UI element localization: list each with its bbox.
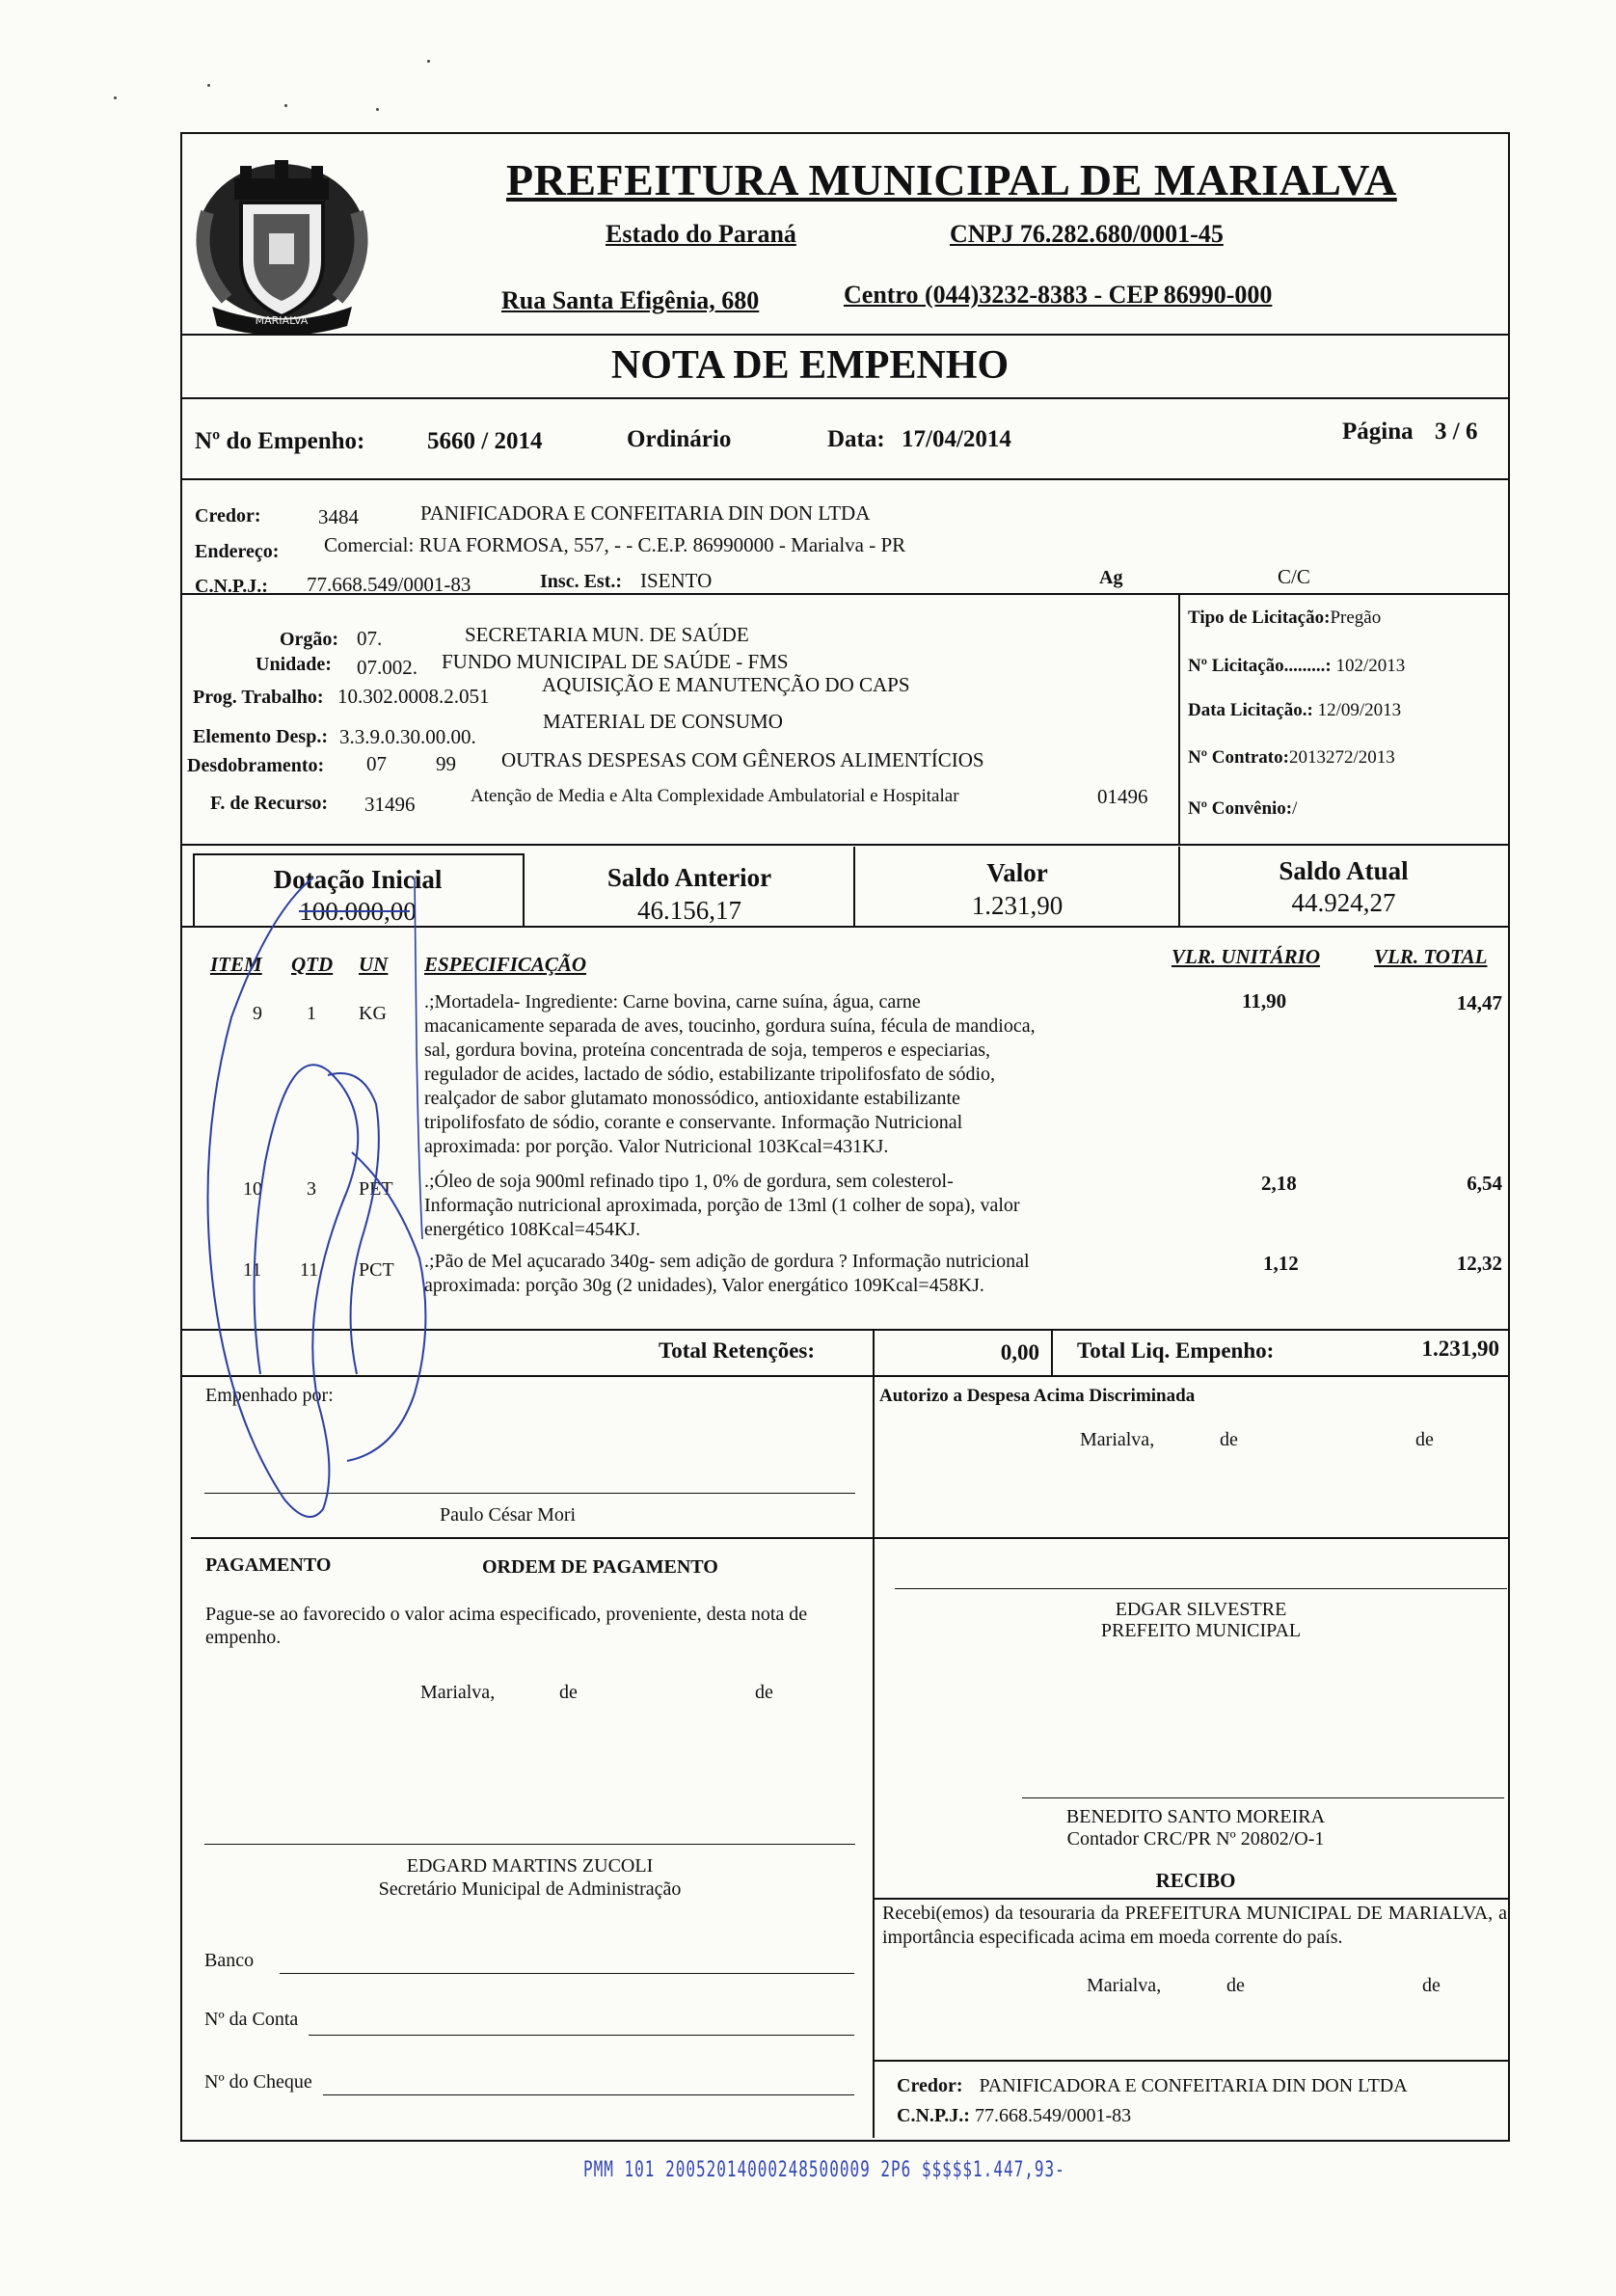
saldo-atual-value: 44.924,27: [1291, 888, 1396, 917]
items-header-qtd: QTD: [291, 953, 334, 976]
orgao-code: 07.: [357, 627, 383, 650]
item-unit-price: 11,90: [1242, 989, 1287, 1013]
divider: [873, 1329, 875, 1375]
secretario-role: Secretário Municipal de Administração: [378, 1878, 682, 1900]
item-unit: KG: [359, 1003, 387, 1024]
item-unit-price: 2,18: [1261, 1172, 1297, 1195]
items-header-vlr-unit: VLR. UNITÁRIO: [1172, 945, 1321, 968]
item-description: [424, 990, 1120, 1159]
description-line: regulador de acides, lactado de sódio, estabilizante tripolifosfato de sódio,: [424, 1064, 996, 1085]
item-description: [424, 1250, 1120, 1298]
licitacao-data-label: Data Licitação.:: [1188, 700, 1313, 720]
retencoes-value: 0,00: [1000, 1340, 1039, 1364]
handwritten-signature: [193, 873, 482, 1528]
scan-speck: [427, 60, 430, 63]
divider: [873, 1537, 875, 2138]
recurso-name: Atenção de Media e Alta Complexidade Ambulatorial e Hospitalar: [471, 786, 959, 806]
prog-label: Prog. Trabalho:: [193, 687, 324, 708]
footer-code: PMM 101 20052014000248500009 2P6 $$$$$1.447,93-: [583, 2156, 1065, 2182]
licitacao-convenio-label: Nº Convênio:: [1188, 798, 1293, 819]
description-line: sal, gordura bovina, proteína concentrada de soja, temperos e especiarias,: [424, 1040, 990, 1061]
empenho-date-label: Data:: [827, 426, 885, 452]
header-cnpj: CNPJ 76.282.680/0001-45: [950, 220, 1224, 248]
svg-text:MARIALVA: MARIALVA: [255, 314, 309, 327]
saldo-anterior-value: 46.156,17: [637, 896, 741, 925]
unidade-label: Unidade:: [256, 654, 332, 675]
liquido-value: 1.231,90: [1421, 1337, 1499, 1361]
autorizo-de1: de: [1220, 1429, 1238, 1450]
prefeito-role: PREFEITO MUNICIPAL: [1100, 1620, 1302, 1641]
address-label: Endereço:: [195, 541, 280, 562]
elemento-name: MATERIAL DE CONSUMO: [543, 710, 783, 733]
cc-label: C/C: [1278, 565, 1310, 588]
header-street: Rua Santa Efigênia, 680: [501, 286, 760, 314]
item-total: 6,54: [1467, 1172, 1502, 1195]
recibo-credor: [897, 2075, 1408, 2097]
divider: [873, 1898, 1508, 1900]
signature-line: [204, 1844, 855, 1845]
items-header-item: ITEM: [210, 953, 262, 976]
description-line: Informação nutricional aproximada, porção de 13ml (1 colher de sopa), valor: [424, 1195, 1020, 1216]
divider: [193, 853, 523, 855]
licitacao-num-label: Nº Licitação.........:: [1188, 656, 1332, 676]
state-label: Estado do Paraná: [606, 220, 796, 248]
elemento-label: Elemento Desp.:: [193, 726, 328, 747]
retencoes-label: Total Retenções:: [659, 1338, 816, 1363]
prog-code: 10.302.0008.2.051: [337, 685, 490, 708]
empenhado-label: Empenhado por:: [205, 1385, 334, 1406]
ordem-pagamento-label: ORDEM DE PAGAMENTO: [482, 1556, 718, 1578]
licitacao-convenio: [1188, 798, 1297, 820]
divider: [180, 478, 1508, 480]
description-line: tripolifosfato de sódio, corante e conservante. Informação Nutricional: [424, 1112, 963, 1133]
item-qty: 1: [307, 1003, 316, 1024]
item-number: 11: [243, 1259, 262, 1281]
credor-label: Credor:: [195, 505, 261, 527]
recibo-text: Recebi(emos) da tesouraria da PREFEITURA MUNICIPAL DE MARIALVA, a importância especificada acima em moeda corrente do país.: [882, 1903, 1507, 1948]
banco-label: Banco: [204, 1950, 255, 1971]
licitacao-num-value: 102/2013: [1335, 656, 1406, 676]
autorizo-de2: de: [1415, 1429, 1434, 1450]
item-unit-price: 1,12: [1263, 1252, 1299, 1275]
divider: [873, 1375, 875, 1537]
insc-label: Insc. Est.:: [540, 571, 623, 592]
empenhado-name: Paulo César Mori: [440, 1504, 577, 1526]
recibo-cnpj-value: 77.668.549/0001-83: [974, 2105, 1132, 2126]
items-header-un: UN: [359, 953, 389, 976]
recibo-city: Marialva,: [1087, 1975, 1162, 1996]
description-line: aproximada: porção 30g (2 unidades), Valor energático 109Kcal=458KJ.: [424, 1275, 984, 1296]
pagamento-city: Marialva,: [420, 1682, 496, 1703]
divider: [180, 397, 1508, 399]
valor-value: 1.231,90: [971, 891, 1064, 920]
description-line: .;Pão de Mel açucarado 340g- sem adição de gordura ? Informação nutricional: [424, 1251, 1030, 1272]
credor-code: 3484: [318, 505, 359, 528]
contador-role: Contador CRC/PR Nº 20802/O-1: [1066, 1828, 1325, 1850]
licitacao-tipo: [1188, 608, 1381, 629]
recibo-credor-value: PANIFICADORA E CONFEITARIA DIN DON LTDA: [979, 2075, 1408, 2096]
elemento-code: 3.3.9.0.30.00.00.: [339, 725, 476, 748]
scan-speck: [207, 84, 210, 87]
empenho-date: 17/04/2014: [902, 426, 1011, 452]
autorizo-city: Marialva,: [1080, 1429, 1155, 1450]
item-unit: PCT: [359, 1259, 394, 1281]
conta-label: Nº da Conta: [204, 2009, 299, 2030]
licitacao-contrato-value: 2013272/2013: [1288, 747, 1395, 768]
item-total: 12,32: [1456, 1252, 1502, 1275]
empenho-number: 5660 / 2014: [427, 428, 543, 454]
scan-speck: [284, 104, 287, 107]
autorizo-label: Autorizo a Despesa Acima Discriminada: [879, 1386, 1196, 1406]
pagamento-de1: de: [559, 1682, 578, 1703]
description-line: .;Óleo de soja 900ml refinado tipo 1, 0% de gordura, sem colesterol-: [424, 1171, 954, 1192]
empenho-type: Ordinário: [627, 426, 732, 452]
credor-name: PANIFICADORA E CONFEITARIA DIN DON LTDA: [420, 501, 871, 525]
description-line: aproximada: por porção. Valor Nutricional 103Kcal=431KJ.: [424, 1136, 889, 1157]
description-line: .;Mortadela- Ingrediente: Carne bovina, carne suína, água, carne: [424, 991, 921, 1013]
liquido-label: Total Liq. Empenho:: [1077, 1338, 1275, 1363]
recibo-title: RECIBO: [1155, 1869, 1236, 1892]
contador-name: BENEDITO SANTO MOREIRA: [1065, 1806, 1326, 1827]
description-line: macanicamente separada de aves, toucinho, gordura suína, fécula de mandioca,: [424, 1015, 1036, 1037]
recurso-code: 31496: [364, 793, 416, 816]
banco-line[interactable]: [280, 1973, 854, 1974]
header-contact: Centro (044)3232-8383 - CEP 86990-000: [844, 281, 1273, 309]
signature-line: [895, 1588, 1507, 1589]
recibo-de1: de: [1226, 1975, 1245, 1996]
cheque-label: Nº do Cheque: [204, 2071, 312, 2093]
recibo-credor-label: Credor:: [897, 2075, 963, 2096]
divider: [873, 2060, 1508, 2062]
cnpj-value: 77.668.549/0001-83: [307, 573, 471, 596]
divider: [523, 853, 525, 926]
pagamento-de2: de: [755, 1682, 773, 1703]
divider: [191, 1537, 1508, 1539]
recibo-de2: de: [1422, 1975, 1441, 1996]
items-header-espec: ESPECIFICAÇÃO: [424, 953, 587, 976]
recibo-cnpj: [897, 2105, 1131, 2127]
document-title: NOTA DE EMPENHO: [610, 343, 1010, 388]
item-number: 10: [243, 1178, 262, 1200]
recurso-label: F. de Recurso:: [210, 793, 329, 814]
page-number: 3 / 6: [1435, 419, 1478, 445]
ag-label: Ag: [1099, 567, 1123, 588]
licitacao-convenio-value: /: [1292, 798, 1298, 819]
licitacao-num: [1188, 656, 1405, 677]
items-header-vlr-total: VLR. TOTAL: [1374, 945, 1488, 968]
prog-name: AQUISIÇÃO E MANUTENÇÃO DO CAPS: [542, 673, 910, 696]
valor-label: Valor: [986, 858, 1048, 887]
licitacao-data-value: 12/09/2013: [1317, 700, 1402, 720]
cheque-line[interactable]: [323, 2094, 854, 2095]
desdobramento-label: Desdobramento:: [187, 755, 325, 776]
item-unit: PET: [359, 1178, 393, 1200]
orgao-name: SECRETARIA MUN. DE SAÚDE: [465, 623, 749, 646]
conta-line[interactable]: [309, 2035, 854, 2036]
divider: [180, 844, 1508, 846]
saldo-atual-label: Saldo Atual: [1279, 856, 1409, 885]
unidade-code: 07.002.: [357, 656, 417, 679]
divider: [853, 847, 855, 926]
licitacao-data: [1188, 700, 1401, 721]
scan-speck: [376, 108, 379, 111]
coat-of-arms-icon: [188, 154, 376, 342]
unidade-name: FUNDO MUNICIPAL DE SAÚDE - FMS: [442, 650, 789, 673]
licitacao-contrato: [1188, 747, 1395, 769]
pagamento-text: Pague-se ao favorecido o valor acima especificado, proveniente, desta nota de empenho.: [205, 1604, 808, 1648]
cnpj-label: C.N.P.J.:: [195, 576, 268, 597]
item-number: 9: [253, 1003, 262, 1024]
desdobramento-name: OUTRAS DESPESAS COM GÊNEROS ALIMENTÍCIOS: [501, 748, 984, 771]
pagamento-label: PAGAMENTO: [205, 1554, 332, 1576]
recurso-number: 01496: [1097, 785, 1148, 808]
description-line: realçador de sabor glutamato monossódico, antioxidante estabilizante: [424, 1088, 960, 1109]
divider: [180, 334, 1508, 336]
saldo-anterior-label: Saldo Anterior: [606, 863, 772, 892]
empenho-number-label: Nº do Empenho:: [195, 428, 365, 454]
item-total: 14,47: [1456, 991, 1502, 1014]
desdobramento-sub: 99: [436, 752, 456, 775]
address-value: Comercial: RUA FORMOSA, 557, - - C.E.P. 86990000 - Marialva - PR: [324, 533, 906, 556]
orgao-label: Orgão:: [280, 629, 339, 650]
licitacao-tipo-value: Pregão: [1330, 608, 1382, 628]
dotacao-value: 100.000,00: [299, 897, 417, 926]
licitacao-contrato-label: Nº Contrato:: [1188, 747, 1289, 768]
signature-line: [1022, 1797, 1504, 1798]
item-description: [424, 1170, 1120, 1242]
description-line: energético 108Kcal=454KJ.: [424, 1219, 641, 1240]
recibo-cnpj-label: C.N.P.J.:: [897, 2105, 970, 2126]
divider: [180, 593, 1508, 595]
insc-value: ISENTO: [640, 569, 713, 592]
dotacao-label: Dotação Inicial: [273, 865, 443, 894]
item-qty: 3: [307, 1178, 316, 1200]
secretario-name: EDGARD MARTINS ZUCOLI: [406, 1855, 654, 1877]
prefeito-name: EDGAR SILVESTRE: [1115, 1599, 1287, 1620]
divider: [1178, 593, 1180, 844]
divider: [1178, 847, 1180, 926]
scan-speck: [114, 96, 117, 99]
page-title: PREFEITURA MUNICIPAL DE MARIALVA: [506, 155, 1397, 204]
desdobramento-code: 07: [366, 752, 387, 775]
divider: [1051, 1329, 1053, 1375]
page-label: Página: [1342, 419, 1414, 445]
licitacao-tipo-label: Tipo de Licitação:: [1188, 608, 1331, 628]
item-qty: 11: [300, 1259, 319, 1281]
